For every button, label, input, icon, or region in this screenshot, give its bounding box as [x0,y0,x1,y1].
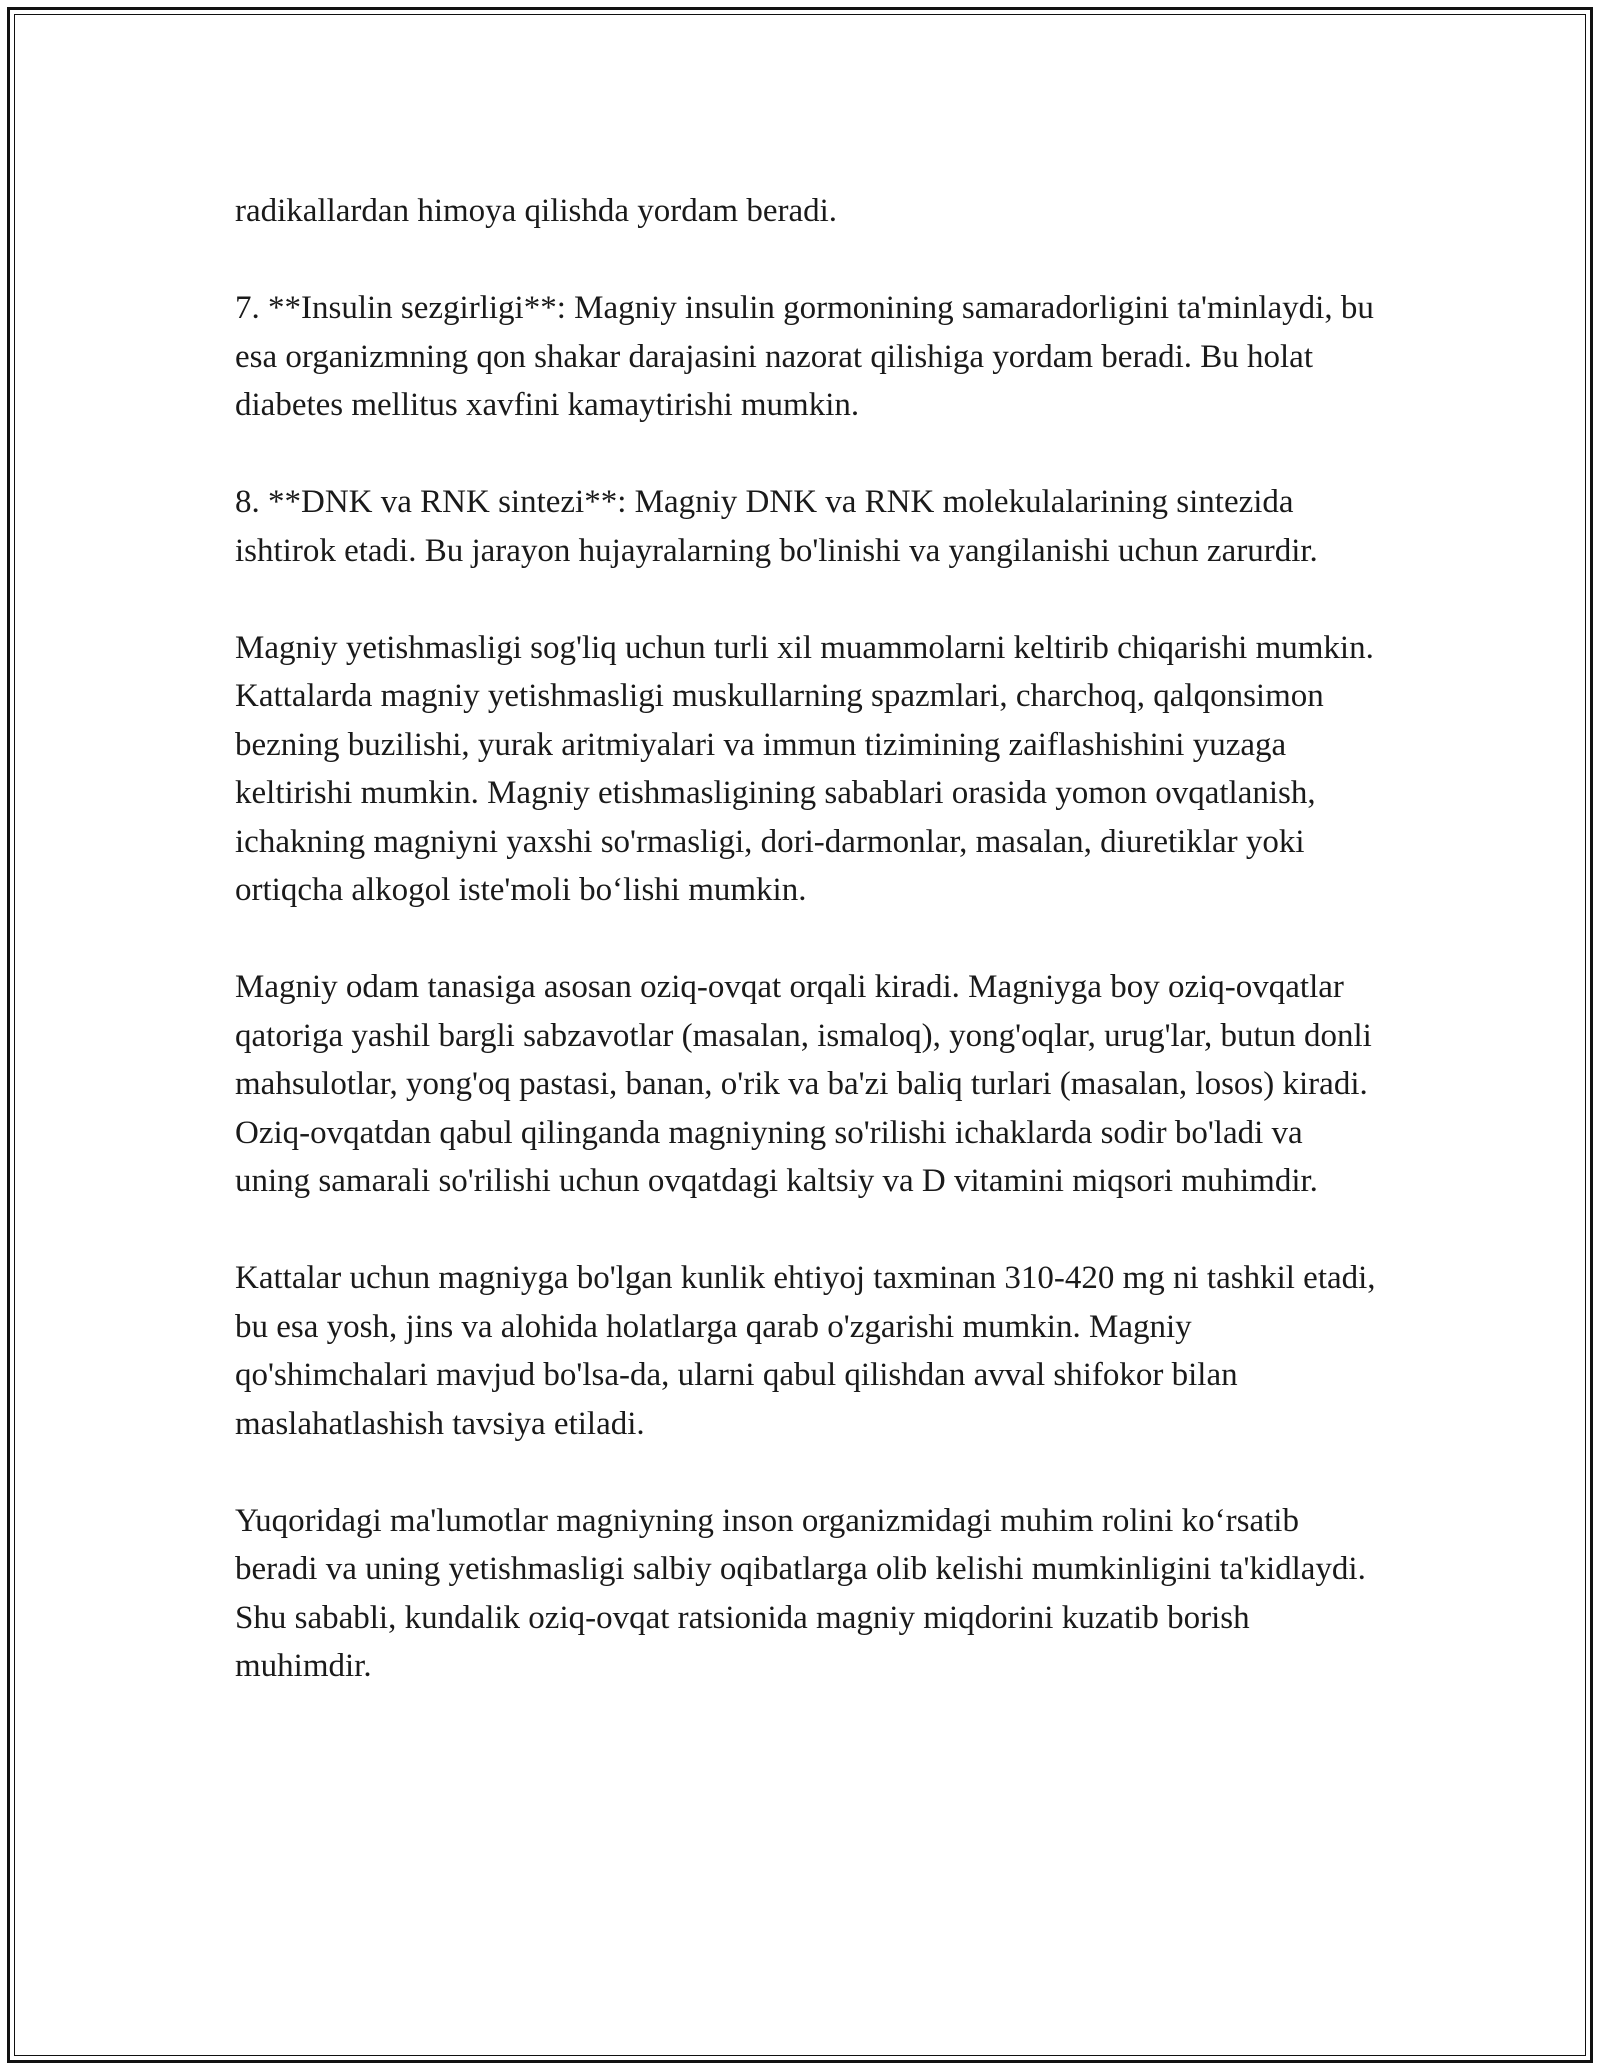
paragraph-conclusion: Yuqoridagi ma'lumotlar magniyning inson organizmidagi muhim rolini ko‘rsatib beradi va uning yetishmasligi salbiy oqibatlarga olib kelishi mumkinligini ta'kidlaydi. Shu sababli, kundalik oziq-ovqat ratsionida magniy miqdorini kuzatib borish muhimdir. [235,1502,1366,1684]
paragraph-insulin-sensitivity: 7. **Insulin sezgirligi**: Magniy insulin gormonining samaradorligini ta'minlaydi, bu esa organizmning qon shakar darajasini nazorat qilishiga yordam beradi. Bu holat diabetes mellitus xavfini kamaytirishi mumkin. [235,290,1374,423]
document-body [235,187,1385,1691]
paragraph-dna-rna-synthesis: 8. **DNK va RNK sintezi**: Magniy DNK va RNK molekulalarining sintezida ishtirok etadi. Bu jarayon hujayralarning bo'linishi va yangilanishi uchun zarurdir. [235,484,1318,569]
paragraph-dietary-sources: Magniy odam tanasiga asosan oziq-ovqat orqali kiradi. Magniyga boy oziq-ovqatlar qatoriga yashil bargli sabzavotlar (masalan, ismaloq), yong'oqlar, urug'lar, butun donli mahsulotlar, yong'oq pastasi, banan, o'rik va ba'zi baliq turlari (masalan, losos) kiradi. Oziq-ovqatdan qabul qilinganda magniyning so'rilishi ichaklarda sodir bo'ladi va uning samarali so'rilishi uchun ovqatdagi kaltsiy va D vitamini miqsori muhimdir. [235,969,1372,1199]
paragraph-magnesium-deficiency: Magniy yetishmasligi sog'liq uchun turli xil muammolarni keltirib chiqarishi mumkin. Kattalarda magniy yetishmasligi muskullarning spazmlari, charchoq, qalqonsimon bezning buzilishi, yurak aritmiyalari va immun tizimining zaiflashishini yuzaga keltirishi mumkin. Magniy etishmasligining sabablari orasida yomon ovqatlanish, ichakning magniyni yaxshi so'rmasligi, dori-darmonlar, masalan, diuretiklar yoki ortiqcha alkogol iste'moli bo‘lishi mumkin. [235,629,1374,908]
paragraph-antioxidant-end: radikallardan himoya qilishda yordam beradi. [235,193,838,229]
paragraph-daily-requirement: Kattalar uchun magniyga bo'lgan kunlik ehtiyoj taxminan 310-420 mg ni tashkil etadi, bu esa yosh, jins va alohida holatlarga qarab o'zgarishi mumkin. Magniy qo'shimchalari mavjud bo'lsa-da, ularni qabul qilishdan avval shifokor bilan maslahatlashish tavsiya etiladi. [235,1260,1376,1442]
